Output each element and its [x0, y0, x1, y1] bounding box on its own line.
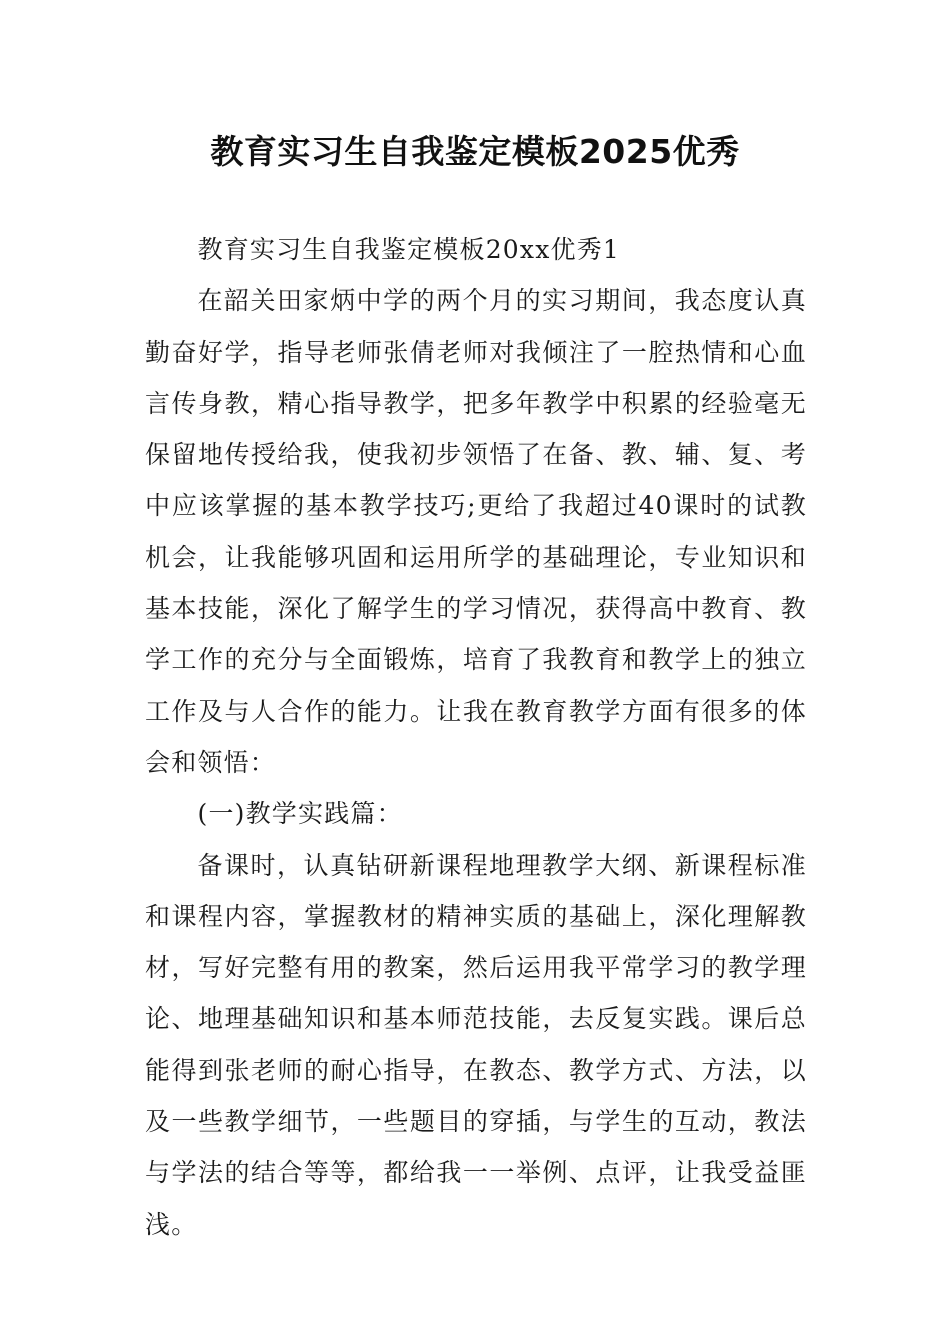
document-title: 教育实习生自我鉴定模板2025优秀 — [210, 132, 740, 171]
subsection-heading: (一)教学实践篇： — [197, 799, 403, 829]
body-paragraph: 在韶关田家炳中学的两个月的实习期间，我态度认真勤奋好学，指导老师张倩老师对我倾注了一腔热情和心血言传身教，精心指导教学，把多年教学中积累的经验毫无保留地传授给我，使我初步领悟了在备、教、辅、复、考中应该掌握的基本教学技巧;更给了我超过40课时的试教机会，让我能够巩固和运用所学的基础理论，专业知识和基本技能，深化了解学生的学习情况，获得高中教育、教学工作的充分与全面锻炼，培育了我教育和教学上的独立工作及与人合作的能力。让我在教育教学方面有很多的体会和领悟： — [145, 286, 807, 777]
section-heading: 教育实习生自我鉴定模板20xx优秀1 — [197, 235, 621, 264]
body-paragraph: 备课时，认真钻研新课程地理教学大纲、新课程标准和课程内容，掌握教材的精神实质的基础上，深化理解教材，写好完整有用的教案，然后运用我平常学习的教学理论、地理基础知识和基本师范技能，去反复实践。课后总能得到张老师的耐心指导，在教态、教学方式、方法，以及一些教学细节，一些题目的穿插，与学生的互动，教法与学法的结合等等，都给我一一举例、点评，让我受益匪浅。 — [145, 850, 807, 1239]
document-body — [145, 224, 807, 1250]
